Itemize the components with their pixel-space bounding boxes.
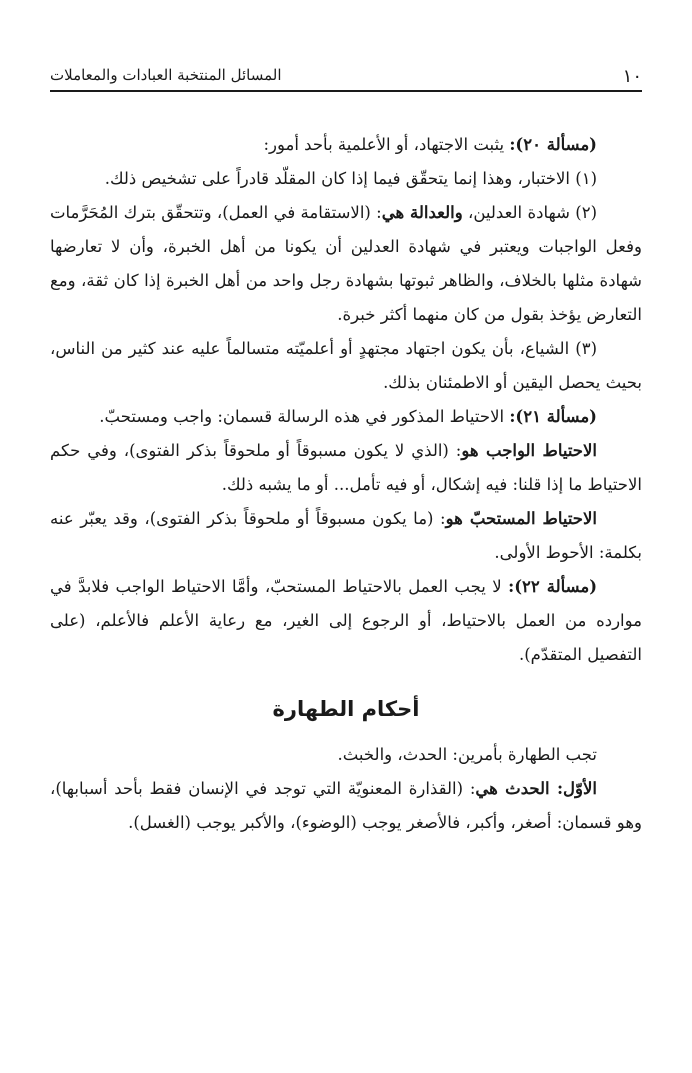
justice-label: والعدالة هي (381, 203, 463, 222)
method-2-intro: (٢) شهادة العدلين، (462, 203, 598, 222)
issue-21-paragraph (50, 400, 642, 434)
issue-22-text: لا يجب العمل بالاحتياط المستحبّ، وأمَّا الاحتياط الواجب فلابدَّ في موارده من العمل بالاحتياط، أو الرجوع إلى الغير، مع رعاية الأعلم فالأعلم، (على التفصيل المتقدّم). (50, 577, 642, 664)
obligatory-caution-label: الاحتياط الواجب هو (461, 441, 597, 460)
book-title: المسائل المنتخبة العبادات والمعاملات (50, 66, 282, 84)
method-3-paragraph: (٣) الشياع، بأن يكون اجتهاد مجتهدٍ أو أعلميّته متسالماً عليه عند كثير من الناس، بحيث يحصل اليقين أو الاطمئنان بذلك. (50, 339, 642, 392)
page-number: ١٠ (622, 66, 642, 87)
hadath-text: : (القذارة المعنويّة التي توجد في الإنسان فقط بأحد أسبابها)، وهو قسمان: أصغر، وأكبر، فالأصغر يوجب (الوضوء)، والأكبر يوجب (الغسل). (50, 779, 642, 832)
body-text (50, 128, 642, 840)
issue-20-label: (مسألة ٢٠): (509, 135, 597, 154)
running-header (50, 64, 642, 92)
issue-20-text: يثبت الاجتهاد، أو الأعلمية بأحد أمور: (263, 135, 510, 154)
issue-22-label: (مسألة ٢٢): (508, 577, 598, 596)
method-1-paragraph: (١) الاختبار، وهذا إنما يتحقّق فيما إذا كان المقلّد قادراً على تشخيص ذلك. (104, 169, 597, 188)
issue-21-label: (مسألة ٢١): (509, 407, 597, 426)
hadath-paragraph (50, 772, 642, 840)
issue-22-paragraph (50, 570, 642, 672)
obligatory-caution-paragraph (50, 434, 642, 502)
purity-intro-paragraph: تجب الطهارة بأمرين: الحدث، والخبث. (337, 745, 597, 764)
section-heading: أحكام الطهارة (272, 697, 420, 721)
recommended-caution-paragraph (50, 502, 642, 570)
obligatory-caution-text: : (الذي لا يكون مسبوقاً أو ملحوقاً بذكر الفتوى)، وفي حكم الاحتياط ما إذا قلنا: فيه إشكال، أو فيه تأمل... أو ما يشبه ذلك. (50, 441, 642, 494)
method-2-paragraph (50, 196, 642, 332)
hadath-label: الأوّل: الحدث هي (475, 779, 597, 798)
issue-20-paragraph (50, 128, 642, 162)
recommended-caution-label: الاحتياط المستحبّ هو (445, 509, 597, 528)
issue-21-text: الاحتياط المذكور في هذه الرسالة قسمان: واجب ومستحبّ. (99, 407, 510, 426)
method-2-text: : (الاستقامة في العمل)، وتتحقّق بترك المُحَرَّمات وفعل الواجبات ويعتبر في شهادة العدلين أن يكونا من أهل الخبرة، وأن لا تعارضها شهادة مثلها بالخلاف، والظاهر ثبوتها بشهادة رجل واحد من أهل الخبرة إذا كان ثقة، ومع التعارض يؤخذ بقول من كان منهما أكثر خبرة. (50, 203, 642, 324)
recommended-caution-text: : (ما يكون مسبوقاً أو ملحوقاً بذكر الفتوى)، وقد يعبّر عنه بكلمة: الأحوط الأولى. (50, 509, 642, 562)
